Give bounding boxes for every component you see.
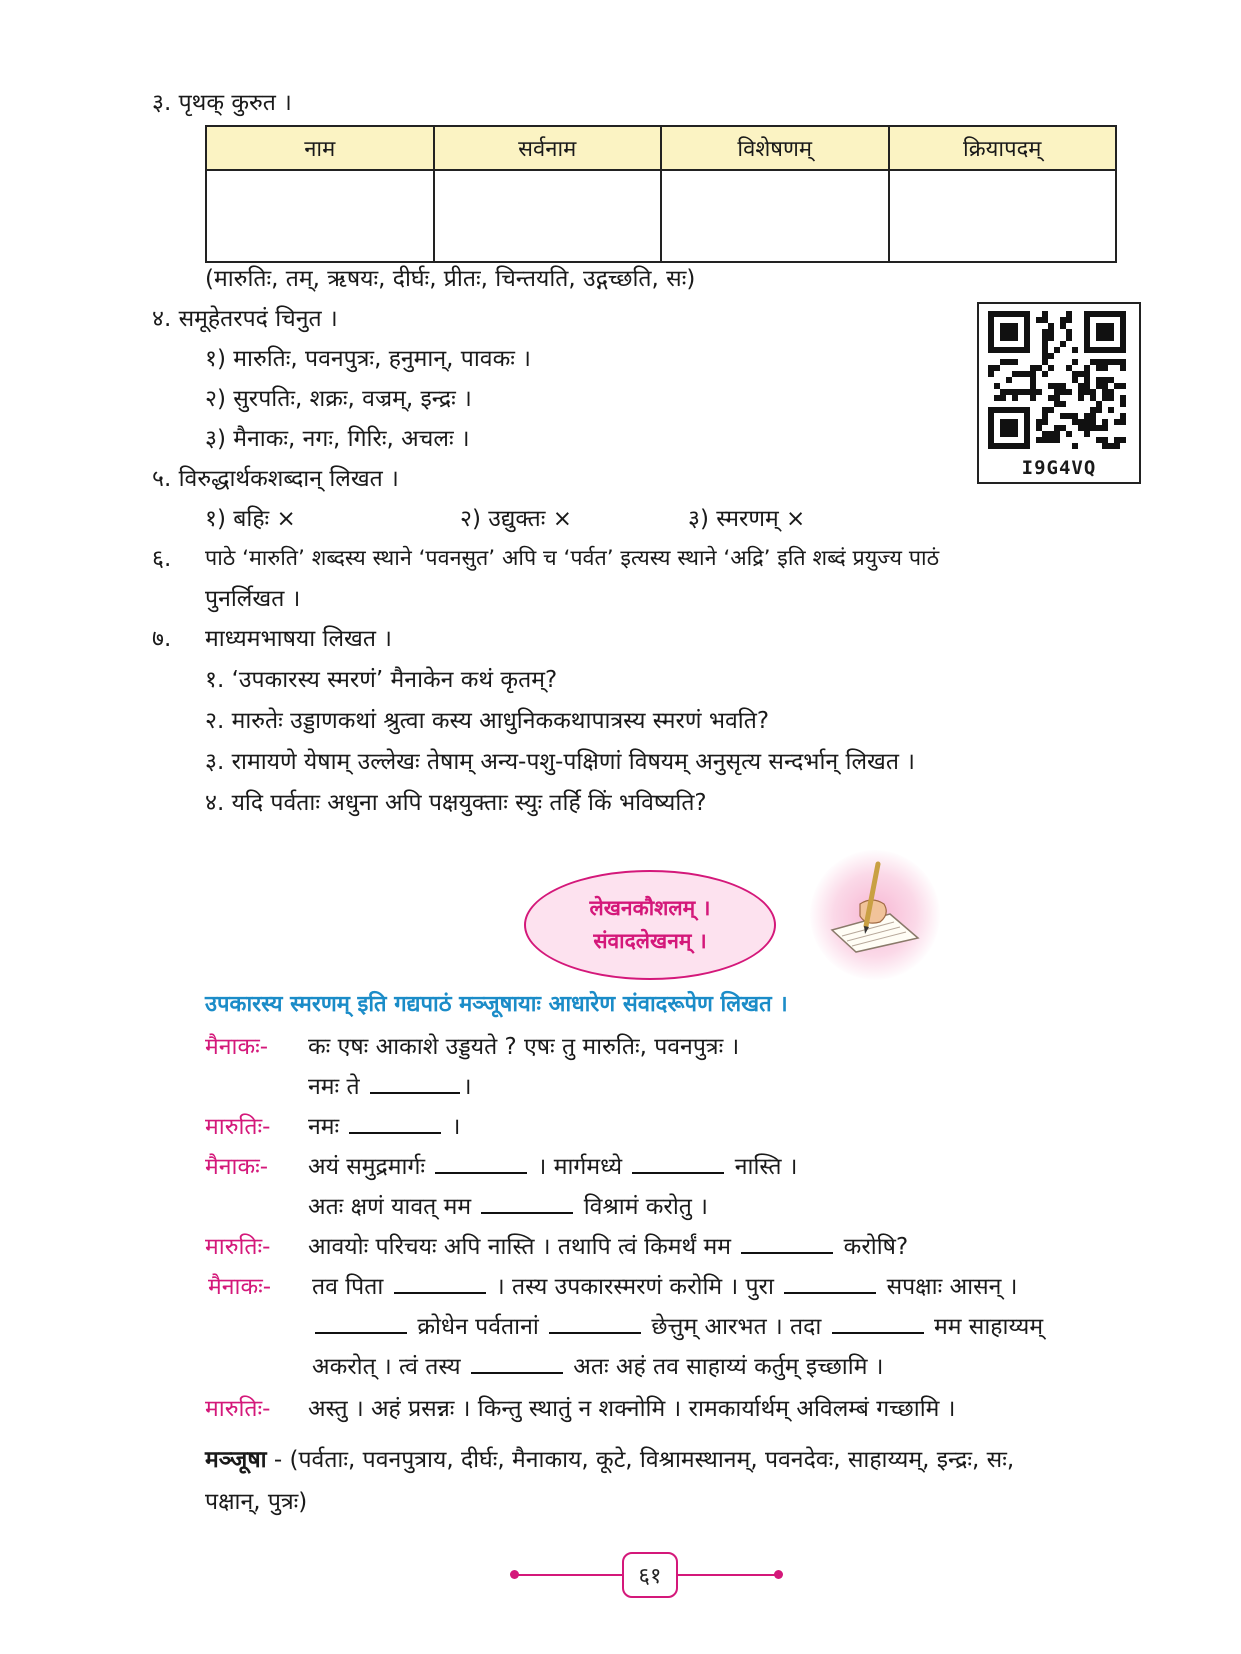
q7-number: ७. bbox=[152, 626, 172, 652]
q6-number: ६. bbox=[152, 546, 172, 572]
q3-heading: ३. पृथक् कुरुत । bbox=[152, 90, 292, 116]
manjusha-line-1 bbox=[205, 1447, 1014, 1475]
q7-item-1: १. ‘उपकारस्य स्मरणं’ मैनाकेन कथं कृतम्? bbox=[205, 667, 558, 693]
dialogue-instruction: उपकारस्य स्मरणम् इति गद्यपाठं मञ्जूषायाः आधारेण संवादरूपेण लिखत । bbox=[205, 992, 788, 1017]
table-cell-verb bbox=[889, 170, 1117, 262]
dialogue-line-4 bbox=[308, 1234, 908, 1262]
qr-code-label: I9G4VQ bbox=[1021, 457, 1097, 479]
dialogue-line-1a: कः एषः आकाशे उड्डयते ? एषः तु मारुतिः, पवनपुत्रः । bbox=[308, 1034, 740, 1060]
q7-item-3: ३. रामायणे येषाम् उल्लेखः तेषाम् अन्य-पशु-पक्षिणां विषयम् अनुसृत्य सन्दर्भान् लिखत । bbox=[205, 749, 915, 775]
dialogue-text: क्रोधेन पर्वतानां bbox=[417, 1314, 539, 1340]
table-cell-adjective bbox=[661, 170, 889, 262]
dialogue-text: नमः bbox=[308, 1114, 340, 1140]
dialogue-text: आवयोः परिचयः अपि नास्ति । तथापि त्वं किमर्थं मम bbox=[308, 1234, 732, 1260]
speaker-maruti-2: मारुतिः- bbox=[205, 1234, 271, 1260]
table-cell-pronoun bbox=[434, 170, 662, 262]
dialogue-text: । bbox=[462, 1074, 472, 1100]
manjusha-line-2: पक्षान्, पुत्रः) bbox=[205, 1489, 308, 1515]
dialogue-text: अतः क्षणं यावत् मम bbox=[308, 1194, 472, 1220]
q4-item-1: १) मारुतिः, पवनपुत्रः, हनुमान्, पावकः । bbox=[205, 346, 531, 372]
parts-of-speech-table bbox=[205, 125, 1117, 263]
blank-input[interactable] bbox=[784, 1291, 876, 1294]
blank-input[interactable] bbox=[315, 1331, 407, 1334]
blank-input[interactable] bbox=[549, 1331, 641, 1334]
column-header-adjective: विशेषणम् bbox=[661, 126, 889, 170]
dialogue-text: नास्ति । bbox=[734, 1154, 798, 1180]
qr-code-box[interactable] bbox=[977, 302, 1141, 484]
blank-input[interactable] bbox=[471, 1371, 563, 1374]
blank-input[interactable] bbox=[741, 1251, 833, 1254]
q5-item-1: १) बहिः × bbox=[205, 506, 296, 532]
dialogue-line-5c bbox=[312, 1354, 884, 1382]
dialogue-text: । bbox=[451, 1114, 461, 1140]
dialogue-text: । मार्गमध्ये bbox=[537, 1154, 623, 1180]
table-cell-noun bbox=[206, 170, 434, 262]
dialogue-line-1b bbox=[308, 1074, 472, 1102]
writing-skill-badge bbox=[524, 870, 776, 980]
qr-code-icon bbox=[988, 311, 1126, 449]
dialogue-line-2 bbox=[308, 1114, 461, 1142]
q6-line-2: पुनर्लिखत । bbox=[205, 586, 301, 612]
q5-heading: ५. विरुद्धार्थकशब्दान् लिखत । bbox=[152, 466, 399, 492]
speaker-mainaka-1: मैनाकः- bbox=[205, 1034, 269, 1060]
blank-input[interactable] bbox=[832, 1331, 924, 1334]
dialogue-line-6: अस्तु । अहं प्रसन्नः । किन्तु स्थातुं न शक्नोमि । रामकार्यार्थम् अविलम्बं गच्छामि । bbox=[308, 1396, 956, 1422]
dialogue-text: अतः अहं तव साहाय्यं कर्तुम् इच्छामि । bbox=[573, 1354, 884, 1380]
q7-item-2: २. मारुतेः उड्डाणकथां श्रुत्वा कस्य आधुनिककथापात्रस्य स्मरणं भवति? bbox=[205, 708, 770, 734]
speaker-mainaka-3: मैनाकः- bbox=[208, 1274, 272, 1300]
blank-input[interactable] bbox=[370, 1091, 460, 1094]
blank-input[interactable] bbox=[394, 1291, 486, 1294]
blank-input[interactable] bbox=[349, 1131, 441, 1134]
dialogue-text: तव पिता bbox=[312, 1274, 384, 1300]
writing-hand-icon bbox=[820, 852, 930, 962]
dialogue-text: अयं समुद्रमार्गः bbox=[308, 1154, 426, 1180]
manjusha-words: - (पर्वताः, पवनपुत्राय, दीर्घः, मैनाकाय, कूटे, विश्रामस्थानम्, पवनदेवः, साहाय्यम्, इन्द्रः, सः, bbox=[266, 1447, 1015, 1473]
q4-item-3: ३) मैनाकः, नगः, गिरिः, अचलः । bbox=[205, 426, 470, 452]
dialogue-text: । तस्य उपकारस्मरणं करोमि । पुरा bbox=[495, 1274, 774, 1300]
blank-input[interactable] bbox=[435, 1171, 527, 1174]
dialogue-text: करोषि? bbox=[843, 1234, 909, 1260]
dialogue-line-5a bbox=[312, 1274, 1017, 1302]
dialogue-text: सपक्षाः आसन् । bbox=[886, 1274, 1018, 1300]
page-line-dot-right bbox=[774, 1570, 783, 1579]
dialogue-line-3a bbox=[308, 1154, 798, 1182]
manjusha-label: मञ्जूषा bbox=[205, 1447, 267, 1473]
q6-line-1: पाठे ‘मारुति’ शब्दस्य स्थाने ‘पवनसुत’ अपि च ‘पर्वत’ इत्यस्य स्थाने ‘अद्रि’ इति शब्दं प्रयुज्य पाठं bbox=[205, 546, 940, 571]
q7-heading: माध्यमभाषया लिखत । bbox=[205, 626, 392, 652]
q5-item-2: २) उद्युक्तः × bbox=[460, 506, 573, 532]
dialogue-line-5b bbox=[312, 1314, 1043, 1342]
q3-word-list: (मारुतिः, तम्, ऋषयः, दीर्घः, प्रीतः, चिन्तयति, उद्गच्छति, सः) bbox=[205, 266, 696, 292]
q4-item-2: २) सुरपतिः, शक्रः, वज्रम्, इन्द्रः । bbox=[205, 386, 472, 412]
q4-heading: ४. समूहेतरपदं चिनुत । bbox=[152, 306, 338, 332]
q7-item-4: ४. यदि पर्वताः अधुना अपि पक्षयुक्ताः स्युः तर्हि किं भविष्यति? bbox=[205, 790, 707, 816]
speaker-mainaka-2: मैनाकः- bbox=[205, 1154, 269, 1180]
column-header-verb: क्रियापदम् bbox=[889, 126, 1117, 170]
blank-input[interactable] bbox=[632, 1171, 724, 1174]
page-number: ६१ bbox=[622, 1552, 678, 1598]
dialogue-text: विश्रामं करोतु । bbox=[583, 1194, 708, 1220]
dialogue-text: अकरोत् । त्वं तस्य bbox=[312, 1354, 461, 1380]
q5-item-3: ३) स्मरणम् × bbox=[688, 506, 806, 532]
speaker-maruti-3: मारुतिः- bbox=[205, 1396, 271, 1422]
dialogue-text: नमः ते bbox=[308, 1074, 360, 1100]
dialogue-text: छेत्तुम् आरभत । तदा bbox=[651, 1314, 822, 1340]
dialogue-text: मम साहाय्यम् bbox=[933, 1314, 1044, 1340]
column-header-noun: नाम bbox=[206, 126, 434, 170]
badge-line-1: लेखनकौशलम् । bbox=[589, 896, 711, 921]
speaker-maruti-1: मारुतिः- bbox=[205, 1114, 271, 1140]
badge-line-2: संवादलेखनम् । bbox=[593, 929, 707, 953]
column-header-pronoun: सर्वनाम bbox=[434, 126, 662, 170]
blank-input[interactable] bbox=[481, 1211, 573, 1214]
dialogue-line-3b bbox=[308, 1194, 708, 1222]
